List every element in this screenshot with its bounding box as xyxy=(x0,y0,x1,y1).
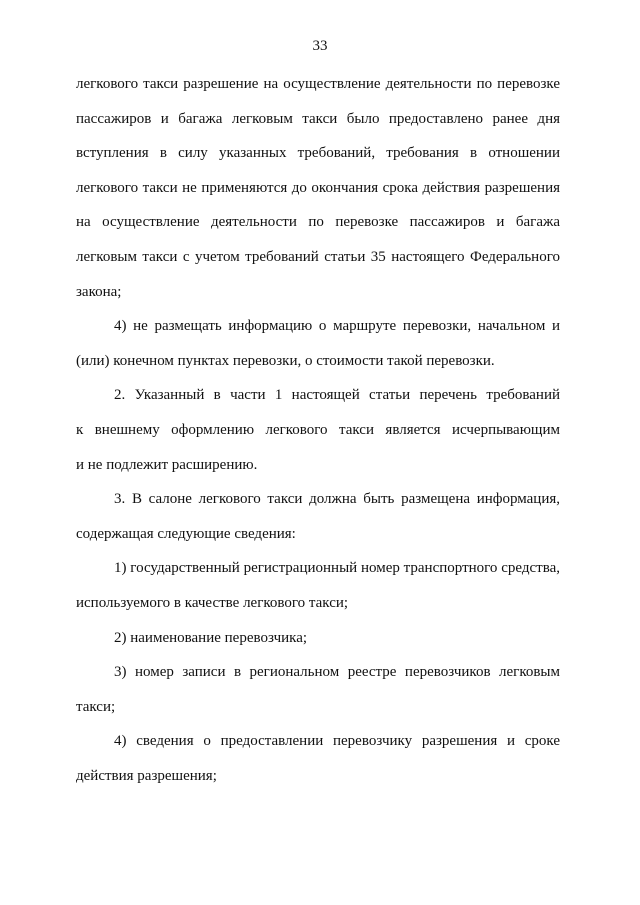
paragraph-item-4-route-info xyxy=(76,309,560,378)
text-line: легкового такси не применяются до окончания срока действия разрешения xyxy=(76,179,560,196)
text-line: 2) наименование перевозчика; xyxy=(114,629,308,646)
paragraph-item-4-permit-info xyxy=(76,724,560,793)
text-line: 2. Указанный в части 1 настоящей статьи перечень требований xyxy=(114,387,560,404)
text-line: (или) конечном пунктах перевозки, о стоимости такой перевозки. xyxy=(76,352,495,369)
document-body xyxy=(76,67,560,793)
text-line: такси; xyxy=(76,698,116,715)
text-line: легкового такси разрешение на осуществление деятельности по перевозке xyxy=(76,76,560,92)
text-line: 3. В салоне легкового такси должна быть размещена информация, xyxy=(114,491,560,508)
text-line: к внешнему оформлению легкового такси является исчерпывающим xyxy=(76,421,560,438)
paragraph-item-3-registry-entry xyxy=(76,655,560,724)
text-line: 1) государственный регистрационный номер транспортного средства, xyxy=(114,560,560,577)
text-line: и не подлежит расширению. xyxy=(76,456,258,473)
text-line: используемого в качестве легкового такси; xyxy=(76,594,349,611)
text-line: вступления в силу указанных требований, требования в отношении xyxy=(76,145,560,162)
page-number: 33 xyxy=(312,38,328,54)
text-line: легковым такси с учетом требований статьи 35 настоящего Федерального xyxy=(76,248,560,265)
text-line: закона; xyxy=(76,283,122,300)
text-line: 4) сведения о предоставлении перевозчику разрешения и сроке xyxy=(114,733,560,750)
paragraph-item-2-carrier-name xyxy=(76,621,560,656)
text-line: 3) номер записи в региональном реестре перевозчиков легковым xyxy=(114,664,560,681)
paragraph-part-2 xyxy=(76,378,560,482)
paragraph-permit-continuation xyxy=(76,67,560,309)
text-line: содержащая следующие сведения: xyxy=(76,525,296,542)
paragraph-item-1-registration xyxy=(76,551,560,620)
text-line: действия разрешения; xyxy=(76,767,217,784)
text-line: на осуществление деятельности по перевозке пассажиров и багажа xyxy=(76,214,560,231)
text-line: пассажиров и багажа легковым такси было предоставлено ранее дня xyxy=(76,110,560,127)
text-line: 4) не размещать информацию о маршруте перевозки, начальном и xyxy=(114,318,560,335)
paragraph-part-3 xyxy=(76,482,560,551)
